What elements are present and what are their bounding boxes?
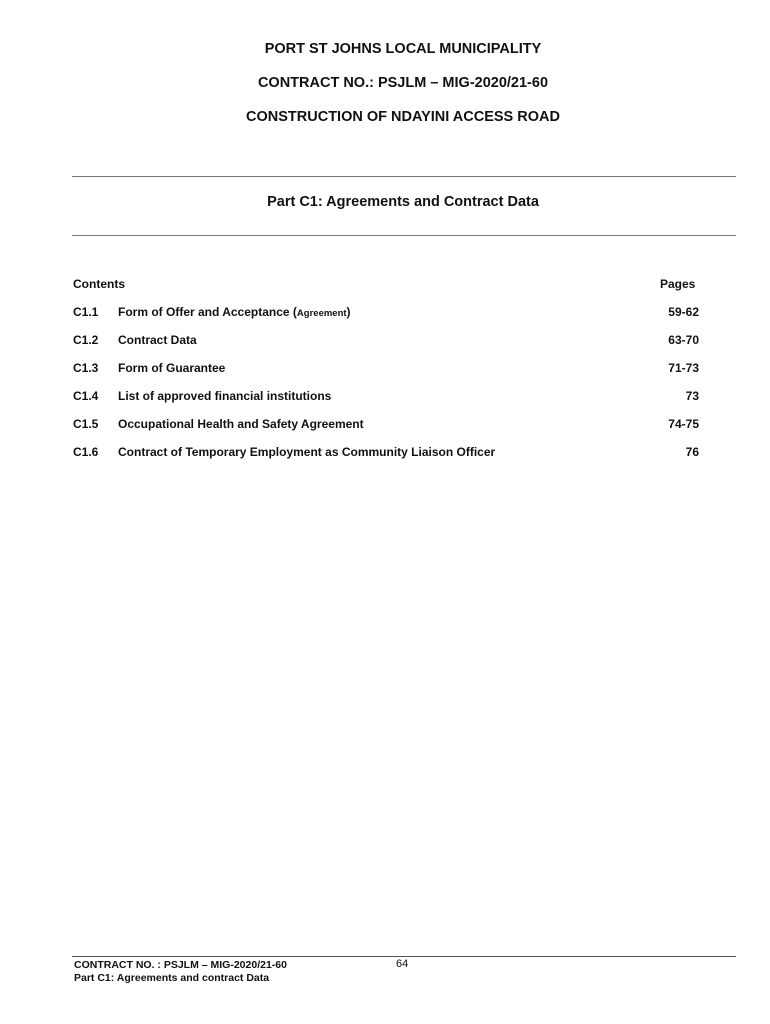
- toc-row-title: Contract Data: [118, 333, 197, 347]
- contents-label: Contents: [73, 277, 125, 291]
- toc-row-title: Contract of Temporary Employment as Community Liaison Officer: [118, 445, 496, 459]
- toc-row: [73, 445, 699, 461]
- footer-part-title: Part C1: Agreements and contract Data: [74, 972, 270, 984]
- toc-row-title: List of approved financial institutions: [118, 389, 332, 403]
- contract-number-heading: CONTRACT NO.: PSJLM – MIG-2020/21-60: [257, 75, 549, 91]
- toc-row-title: Form of Offer and Acceptance (Agreement): [118, 305, 351, 319]
- toc-row-number: C1.1: [73, 305, 99, 319]
- toc-row: [73, 361, 699, 377]
- toc-row-pages: 63-70: [668, 333, 699, 347]
- toc-row: [73, 389, 699, 405]
- toc-row-pages: 73: [685, 389, 699, 403]
- toc-row-number: C1.3: [73, 361, 99, 375]
- bottom-divider: [72, 235, 736, 236]
- part-title: Part C1: Agreements and Contract Data: [267, 194, 539, 210]
- toc-row-number: C1.4: [73, 389, 99, 403]
- toc-row: [73, 417, 699, 433]
- toc-row: [73, 305, 699, 321]
- toc-row-pages: 71-73: [668, 361, 699, 375]
- toc-row-pages: 74-75: [668, 417, 699, 431]
- toc-row: [73, 333, 699, 349]
- toc-row-number: C1.6: [73, 445, 99, 459]
- toc-row-number: C1.5: [73, 417, 99, 431]
- toc-row-number: C1.2: [73, 333, 99, 347]
- footer-contract-number: CONTRACT NO. : PSJLM – MIG-2020/21-60: [74, 959, 287, 971]
- page-number: 64: [396, 958, 409, 970]
- toc-row-title: Occupational Health and Safety Agreement: [118, 417, 364, 431]
- footer-divider: [72, 956, 736, 957]
- top-divider: [72, 176, 736, 177]
- toc-row-pages: 59-62: [668, 305, 699, 319]
- toc-row-title: Form of Guarantee: [118, 361, 226, 375]
- municipality-heading: PORT ST JOHNS LOCAL MUNICIPALITY: [264, 41, 542, 57]
- pages-label: Pages: [660, 277, 696, 291]
- toc-row-pages: 76: [685, 445, 699, 459]
- project-heading: CONSTRUCTION OF NDAYINI ACCESS ROAD: [246, 109, 560, 125]
